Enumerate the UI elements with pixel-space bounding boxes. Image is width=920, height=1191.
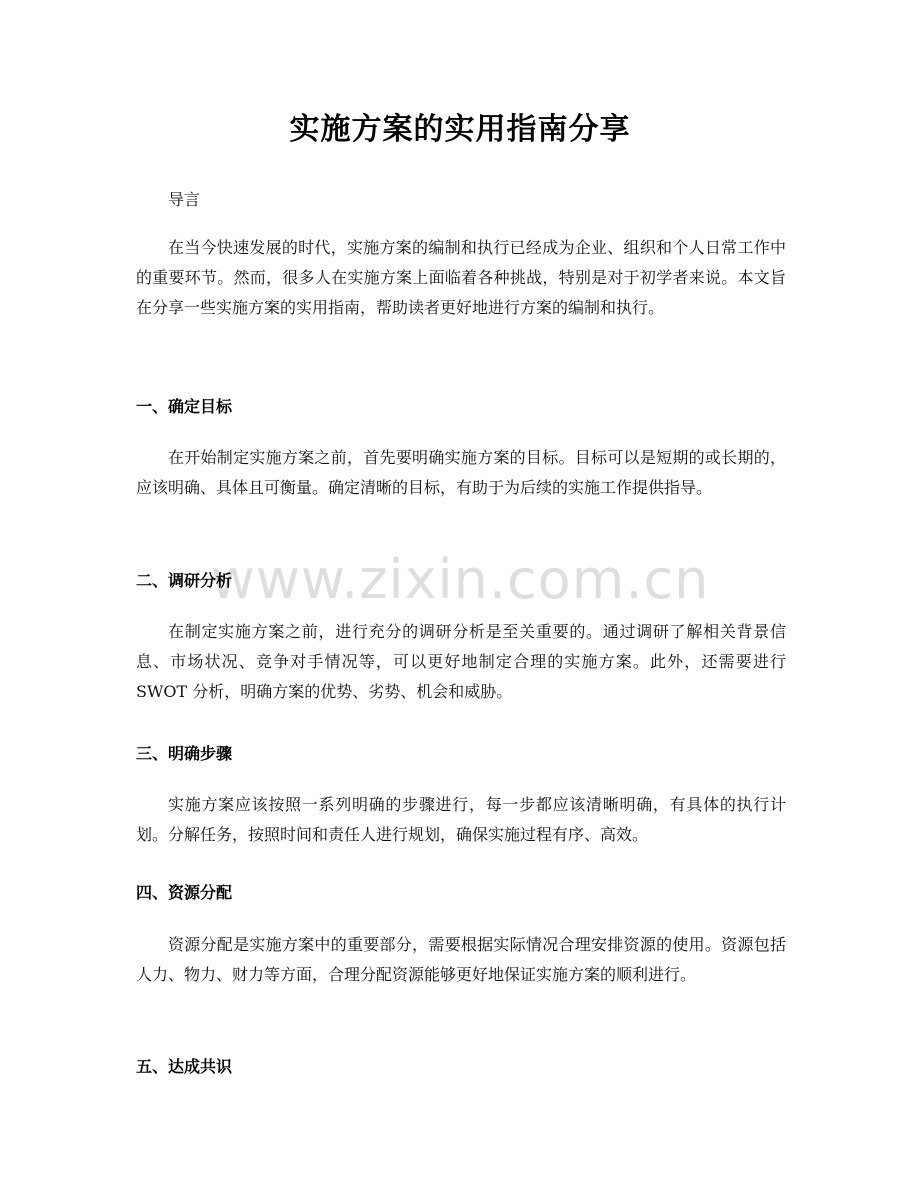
intro-paragraph: 在当今快速发展的时代，实施方案的编制和执行已经成为企业、组织和个人日常工作中的重要环节。然而，很多人在实施方案上面临着各种挑战，特别是对于初学者来说。本文旨在分享一些实施方案的实用指南，帮助读者更好地进行方案的编制和执行。	[136, 238, 786, 317]
page-title: 实施方案的实用指南分享	[289, 112, 631, 147]
watermark: www.zixin.com.cn	[210, 548, 710, 611]
section-paragraph-research: 在制定实施方案之前，进行充分的调研分析是至关重要的。通过调研了解相关背景信息、市场状况、竞争对手情况等，可以更好地制定合理的实施方案。此外，还需要进行 SWOT 分析，明确方案的优势、劣势、机会和威胁。	[136, 622, 786, 701]
section-paragraph-resources: 资源分配是实施方案中的重要部分，需要根据实际情况合理安排资源的使用。资源包括人力、物力、财力等方面，合理分配资源能够更好地保证实施方案的顺利进行。	[136, 935, 786, 984]
section-paragraph-steps: 实施方案应该按照一系列明确的步骤进行，每一步都应该清晰明确，有具体的执行计划。分解任务，按照时间和责任人进行规划，确保实施过程有序、高效。	[136, 795, 786, 844]
section-heading-goals: 一、确定目标	[136, 397, 233, 416]
intro-label: 导言	[168, 190, 201, 209]
section-heading-steps: 三、明确步骤	[136, 744, 233, 763]
section-heading-resources: 四、资源分配	[136, 883, 233, 902]
section-heading-research: 二、调研分析	[136, 571, 233, 590]
section-paragraph-goals: 在开始制定实施方案之前，首先要明确实施方案的目标。目标可以是短期的或长期的，应该明确、具体且可衡量。确定清晰的目标，有助于为后续的实施工作提供指导。	[136, 448, 786, 497]
section-heading-consensus: 五、达成共识	[136, 1057, 233, 1076]
